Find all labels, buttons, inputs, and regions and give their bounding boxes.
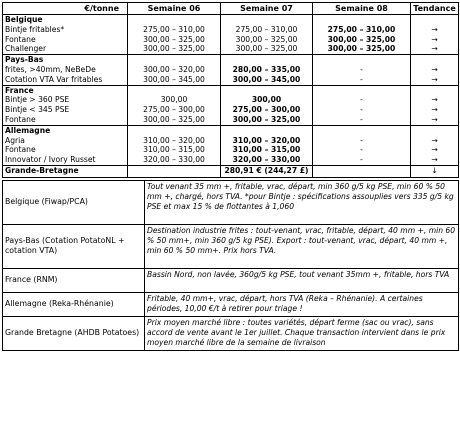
price-cell: 310,00 – 320,00 <box>232 135 301 145</box>
price-cell: 280,00 – 335,00 <box>232 64 301 74</box>
variety-label: Challenger <box>5 44 47 54</box>
section-pays-bas <box>3 55 459 85</box>
price-cell: 300,00 – 345,00 <box>143 74 205 84</box>
price-cell: 300,00 – 325,00 <box>327 34 396 44</box>
trend-arrow-icon: → <box>431 105 438 115</box>
trend-arrow-icon: → <box>431 34 438 44</box>
price-cell: 320,00 – 330,00 <box>143 155 205 165</box>
price-table <box>2 2 459 178</box>
price-cell: - <box>360 105 363 115</box>
trend-arrow-icon: → <box>431 44 438 54</box>
week-07-header: Semaine 07 <box>221 3 313 15</box>
price-cell: 275,00 – 310,00 <box>143 24 205 34</box>
note-row <box>3 268 459 292</box>
price-cell: 300,00 – 325,00 <box>143 114 205 124</box>
price-cell: 310,00 – 315,00 <box>232 145 301 155</box>
section-france <box>3 85 459 125</box>
note-text: Bassin Nord, non lavée, 360g/5 kg PSE, tout venant 35mm +, fritable, hors TVA <box>145 268 459 292</box>
price-cell: 275,00 – 300,00 <box>232 105 301 115</box>
price-cell: 300,00 – 325,00 <box>235 44 298 54</box>
price-cell: 300,00 – 320,00 <box>143 64 205 74</box>
variety-label: Agria <box>5 135 25 145</box>
note-source: Pays-Bas (Cotation PotatoNL + cotation VTA) <box>3 224 145 268</box>
notes-table <box>2 180 459 351</box>
section-grande-bretagne <box>3 165 459 177</box>
price-cell: - <box>360 95 363 105</box>
price-cell: 275,00 – 300,00 <box>143 105 205 115</box>
variety-label: Bintje fritables* <box>5 24 65 34</box>
note-source: France (RNM) <box>3 268 145 292</box>
note-row <box>3 316 459 350</box>
trend-arrow-icon: → <box>431 155 438 165</box>
note-row <box>3 180 459 224</box>
price-cell: 275,00 – 310,00 <box>235 24 298 34</box>
report-container <box>2 2 458 351</box>
note-source: Grande Bretagne (AHDB Potatoes) <box>3 316 145 350</box>
section-belgique <box>3 15 459 55</box>
trend-arrow-icon: → <box>431 135 438 145</box>
note-row <box>3 292 459 316</box>
trend-arrow-icon: → <box>431 64 438 74</box>
trend-header: Tendance <box>411 3 459 15</box>
price-cell <box>128 165 221 177</box>
unit-header: €/tonne <box>3 3 128 15</box>
variety-label: Fontane <box>5 114 36 124</box>
price-cell: - <box>360 145 363 155</box>
variety-label: Fontane <box>5 34 36 44</box>
price-cell: 300,00 – 325,00 <box>232 114 301 124</box>
price-cell: 300,00 – 325,00 <box>143 34 205 44</box>
trend-arrow-icon: ↓ <box>411 165 459 177</box>
trend-arrow-icon: → <box>431 95 438 105</box>
variety-label: frites, >40mm, NeBeDe <box>5 64 96 74</box>
price-cell: 300,00 – 325,00 <box>143 44 205 54</box>
price-cell: - <box>360 64 363 74</box>
variety-label: Bintje > 360 PSE <box>5 95 70 105</box>
note-text: Fritable, 40 mm+, vrac, départ, hors TVA (Reka – Rhénanie). A certaines périodes, 10,00 €/t à retirer pour triage ! <box>145 292 459 316</box>
trend-arrow-icon: → <box>431 145 438 155</box>
country-name: Belgique <box>5 15 43 24</box>
note-source: Allemagne (Reka-Rhénanie) <box>3 292 145 316</box>
price-cell: 300,00 <box>160 95 188 105</box>
note-row <box>3 224 459 268</box>
variety-label: Fontane <box>5 145 36 155</box>
variety-label: Bintje < 345 PSE <box>5 105 70 115</box>
country-name: France <box>5 85 34 95</box>
price-cell: 310,00 – 315,00 <box>143 145 205 155</box>
variety-label: Cotation VTA Var fritables <box>5 74 103 84</box>
price-cell: 300,00 – 325,00 <box>327 44 396 54</box>
country-name: Allemagne <box>5 125 51 135</box>
country-name: Grande-Bretagne <box>5 165 79 175</box>
price-cell: 300,00 <box>251 95 282 105</box>
price-cell: - <box>360 155 363 165</box>
price-cell: 300,00 – 345,00 <box>232 74 301 84</box>
week-08-header: Semaine 08 <box>313 3 411 15</box>
price-cell <box>313 165 411 177</box>
price-cell: 310,00 – 320,00 <box>143 135 205 145</box>
price-cell: - <box>360 135 363 145</box>
note-source: Belgique (Fiwap/PCA) <box>3 180 145 224</box>
price-cell: - <box>360 74 363 84</box>
note-text: Destination industrie frites : tout-venant, vrac, fritable, départ, 40 mm +, min 60 % 50 mm+, min 360 g/5 kg PSE). Export : tout-venant, vrac, départ, 40 mm +, min 60 % 50 mm+. Prix hors TVA. <box>145 224 459 268</box>
price-cell: - <box>360 114 363 124</box>
trend-arrow-icon: → <box>431 114 438 124</box>
price-cell: 320,00 – 330,00 <box>232 155 301 165</box>
country-name: Pays-Bas <box>5 55 44 65</box>
price-cell: 280,91 € (244,27 £) <box>221 165 313 177</box>
header-row <box>3 3 459 15</box>
section-allemagne <box>3 125 459 165</box>
week-06-header: Semaine 06 <box>128 3 221 15</box>
price-cell: 300,00 – 325,00 <box>235 34 298 44</box>
trend-arrow-icon: → <box>431 24 438 34</box>
note-text: Tout venant 35 mm +, fritable, vrac, départ, min 360 g/5 kg PSE, min 60 % 50 mm +, chargé, hors TVA. *pour Bintje : spécifications assouplies vers 335 g/5 kg PSE et max 15 % de flottantes à 1,060 <box>145 180 459 224</box>
trend-arrow-icon: → <box>431 74 438 84</box>
note-text: Prix moyen marché libre : toutes variétés, départ ferme (sac ou vrac), sans accord de vente avant le 1er juillet. Chaque transaction intervient dans le prix moyen marché libre de la semaine de livraison <box>145 316 459 350</box>
price-cell: 275,00 – 310,00 <box>327 24 396 34</box>
variety-label: Innovator / Ivory Russet <box>5 155 96 165</box>
